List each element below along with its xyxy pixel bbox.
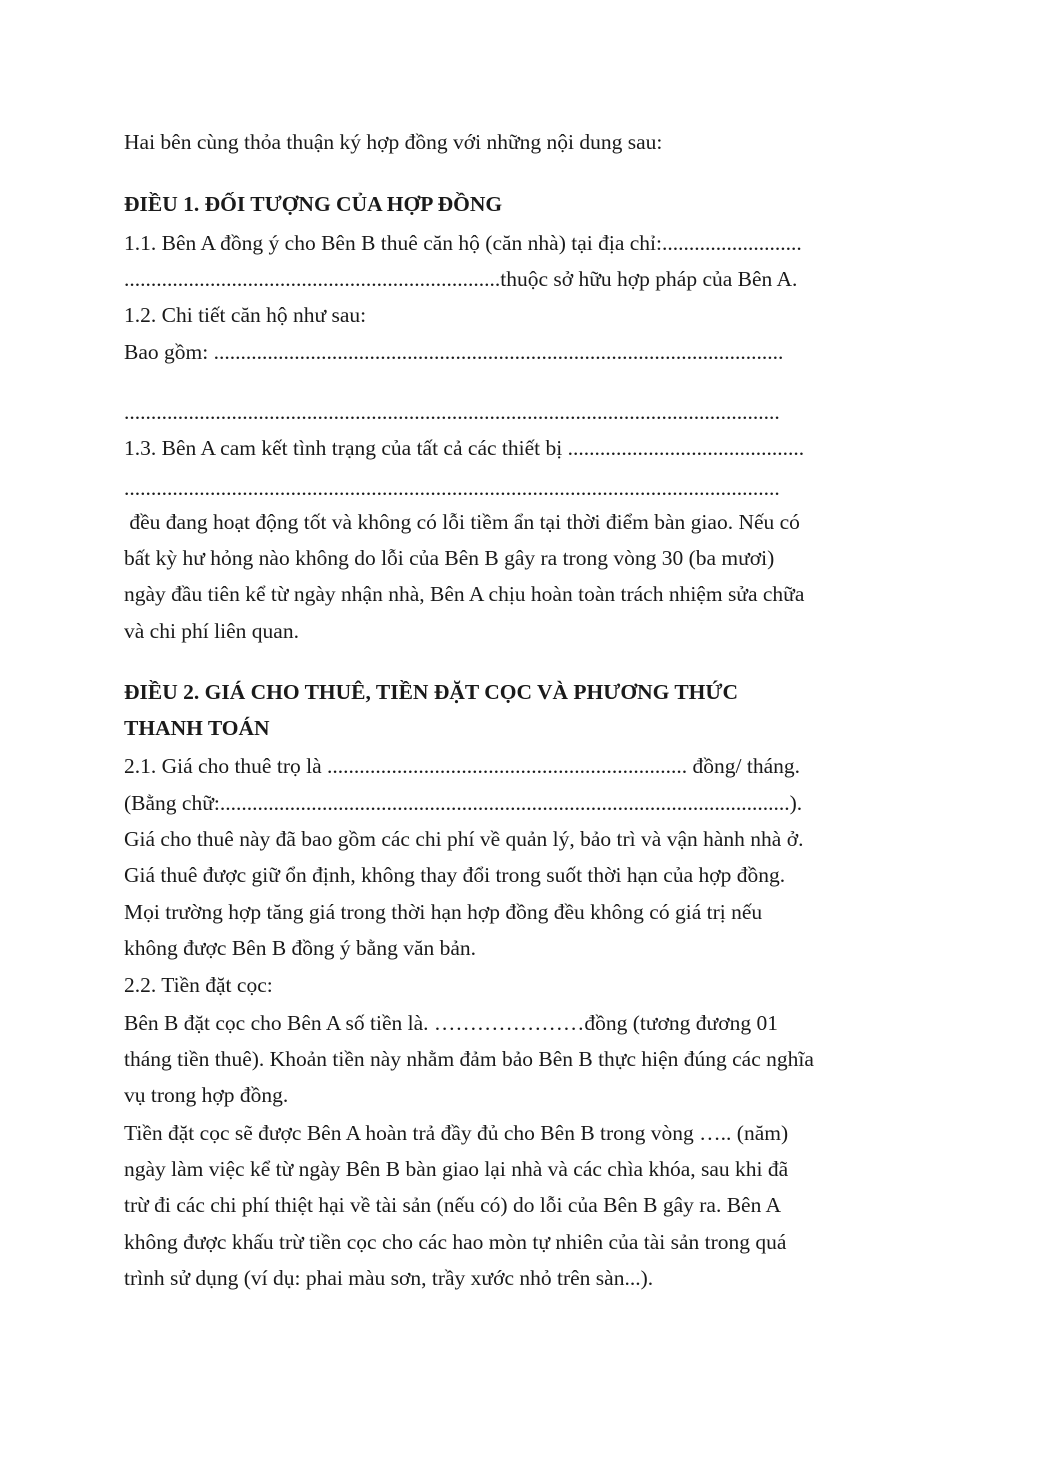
clause-2-1-text-1: Giá cho thuê này đã bao gồm các chi phí về quản lý, bảo trì và vận hành nhà ở. — [124, 827, 804, 851]
intro-text: Hai bên cùng thỏa thuận ký hợp đồng với những nội dung sau: — [124, 130, 663, 154]
clause-2-1-line-1: 2.1. Giá cho thuê trọ là ................................................................... đồng/ tháng. — [124, 754, 800, 778]
clause-2-2-text-3: vụ trong hợp đồng. — [124, 1083, 289, 1107]
clause-2-2-title: 2.2. Tiền đặt cọc: — [124, 973, 273, 997]
clause-2-2-text-5: ngày làm việc kể từ ngày Bên B bàn giao lại nhà và các chìa khóa, sau khi đã — [124, 1157, 789, 1181]
clause-1-2-blank-line: .......................................................................................................................... — [124, 400, 780, 424]
clause-2-1-text-4: không được Bên B đồng ý bằng văn bản. — [124, 936, 477, 960]
article-2-heading-line-2: THANH TOÁN — [124, 716, 270, 740]
clause-2-1-line-2: (Bằng chữ:..........................................................................................................). — [124, 791, 803, 815]
clause-1-3-text-1: đều đang hoạt động tốt và không có lỗi tiềm ẩn tại thời điểm bàn giao. Nếu có — [124, 510, 800, 534]
clause-1-1-line-2: ......................................................................thuộc sở hữu hợp pháp của Bên A. — [124, 267, 798, 291]
clause-1-3-line-1: 1.3. Bên A cam kết tình trạng của tất cả các thiết bị ............................................ — [124, 436, 805, 460]
article-2-heading-line-1: ĐIỀU 2. GIÁ CHO THUÊ, TIỀN ĐẶT CỌC VÀ PHƯƠNG THỨC — [124, 680, 739, 704]
clause-1-3-text-2: bất kỳ hư hỏng nào không do lỗi của Bên B gây ra trong vòng 30 (ba mươi) — [124, 546, 775, 570]
article-1-heading: ĐIỀU 1. ĐỐI TƯỢNG CỦA HỢP ĐỒNG — [124, 192, 503, 216]
clause-1-3-blank-line: .......................................................................................................................... — [124, 476, 780, 500]
clause-2-2-text-2: tháng tiền thuê). Khoản tiền này nhằm đảm bảo Bên B thực hiện đúng các nghĩa — [124, 1047, 814, 1071]
clause-2-2-text-4: Tiền đặt cọc sẽ được Bên A hoàn trả đầy đủ cho Bên B trong vòng ….. (năm) — [124, 1121, 789, 1145]
clause-1-2: 1.2. Chi tiết căn hộ như sau: — [124, 303, 367, 327]
clause-1-3-text-4: và chi phí liên quan. — [124, 619, 299, 643]
clause-1-1-line-1: 1.1. Bên A đồng ý cho Bên B thuê căn hộ (căn nhà) tại địa chỉ:.......................... — [124, 231, 802, 255]
clause-2-1-text-2: Giá thuê được giữ ổn định, không thay đổi trong suốt thời hạn của hợp đồng. — [124, 863, 786, 887]
clause-2-2-text-6: trừ đi các chi phí thiệt hại về tài sản (nếu có) do lỗi của Bên B gây ra. Bên A — [124, 1193, 782, 1217]
clause-2-1-text-3: Mọi trường hợp tăng giá trong thời hạn hợp đồng đều không có giá trị nếu — [124, 900, 763, 924]
clause-2-2-text-7: không được khấu trừ tiền cọc cho các hao mòn tự nhiên của tài sản trong quá — [124, 1230, 787, 1254]
clause-2-2-text-1: Bên B đặt cọc cho Bên A số tiền là. …………………đồng (tương đương 01 — [124, 1011, 778, 1035]
clause-1-2-includes: Bao gồm: .......................................................................................................... — [124, 340, 784, 364]
clause-2-2-text-8: trình sử dụng (ví dụ: phai màu sơn, trầy xước nhỏ trên sàn...). — [124, 1266, 654, 1290]
clause-1-3-text-3: ngày đầu tiên kể từ ngày nhận nhà, Bên A chịu hoàn toàn trách nhiệm sửa chữa — [124, 582, 805, 606]
